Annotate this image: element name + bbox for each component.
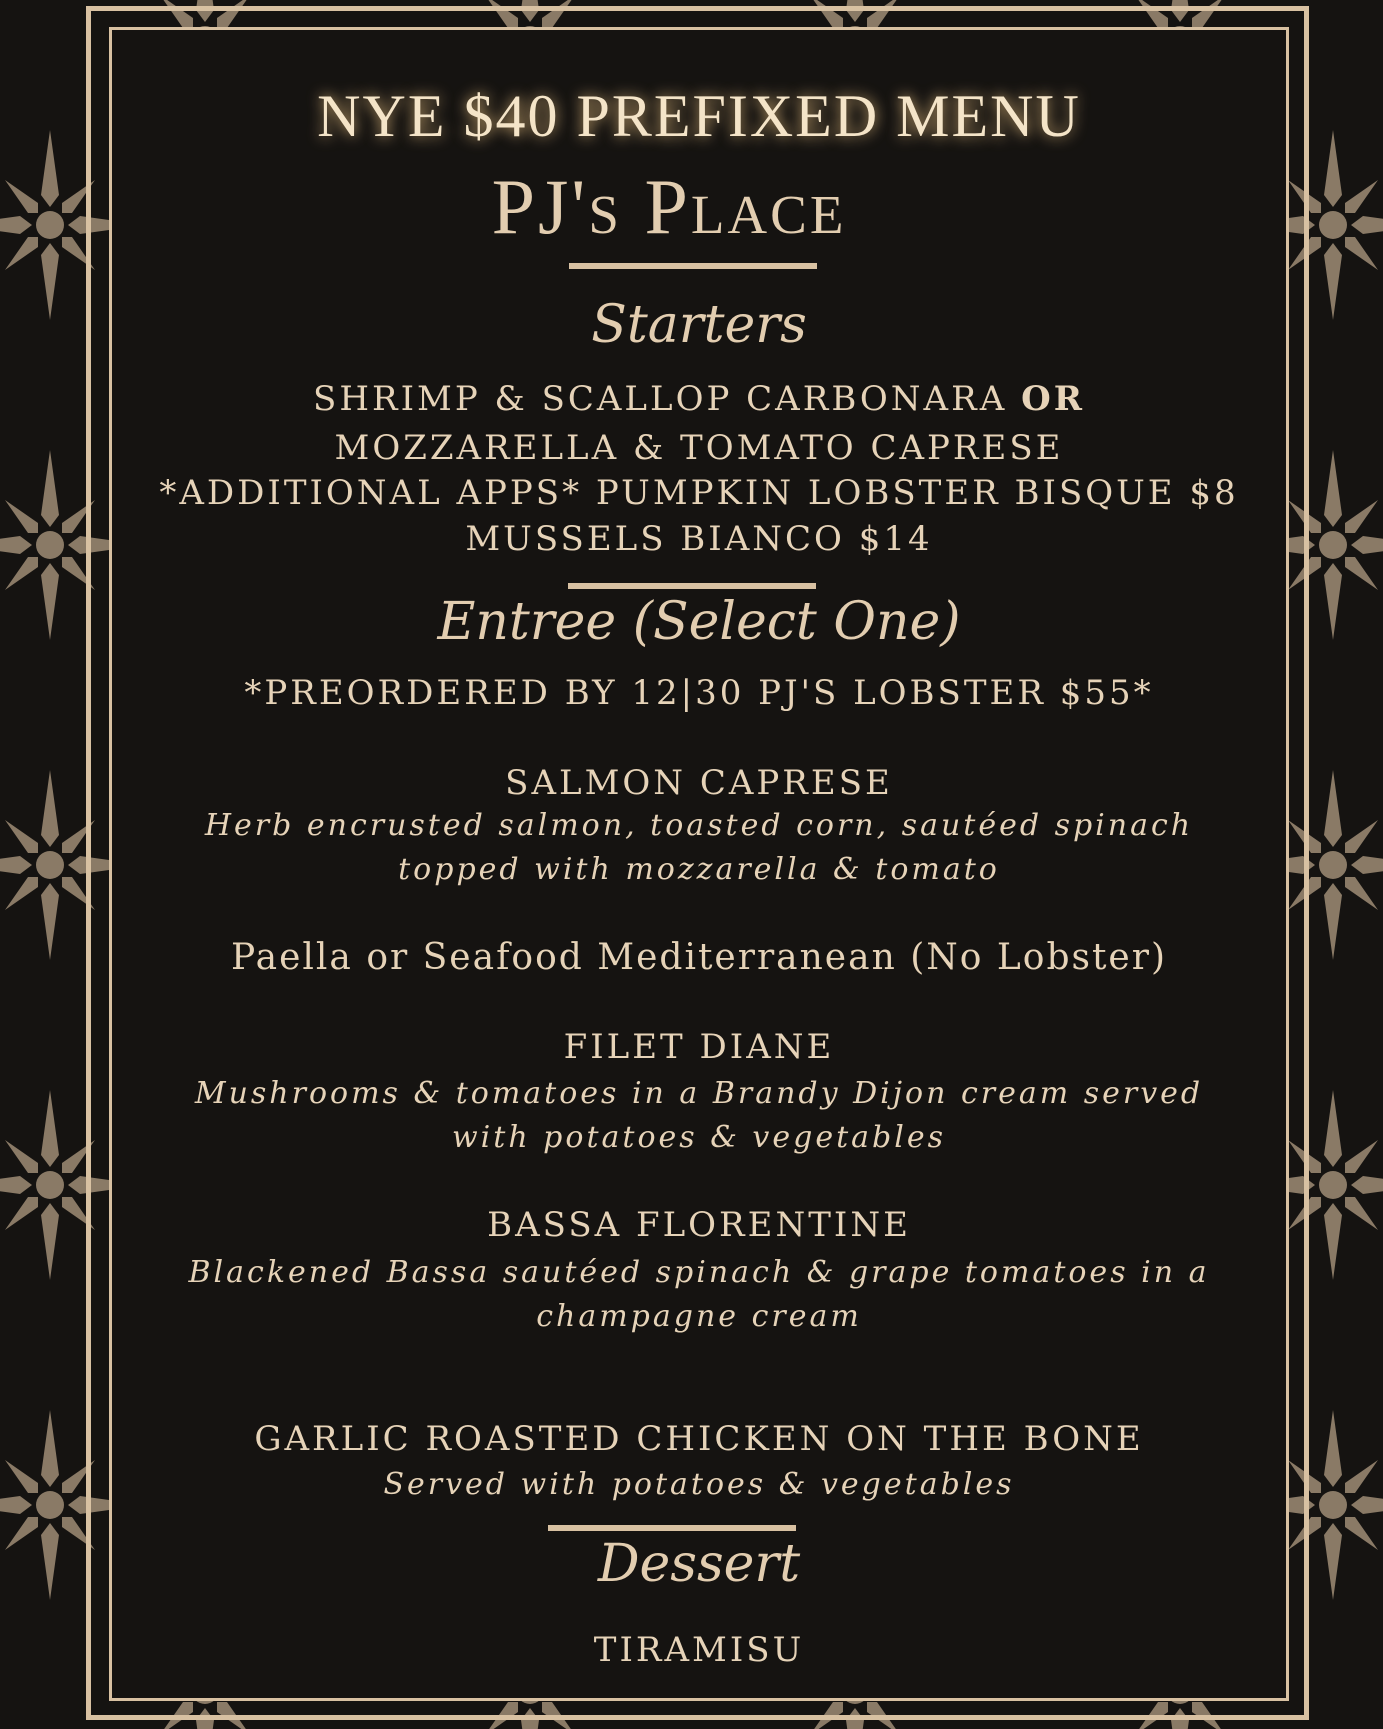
divider-dessert: [548, 1525, 796, 1531]
entree-item-desc: topped with mozzarella & tomato: [398, 852, 1000, 887]
starters-line-4: MUSSELS BIANCO $14: [465, 519, 933, 559]
starters-line-3: *ADDITIONAL APPS* PUMPKIN LOBSTER BISQUE $8: [159, 473, 1239, 513]
entree-item-name: SALMON CAPRESE: [505, 763, 893, 803]
divider-starters: [568, 583, 816, 589]
entree-note: *PREORDERED BY 12|30 PJ'S LOBSTER $55*: [244, 673, 1154, 713]
entree-item-name: GARLIC ROASTED CHICKEN ON THE BONE: [254, 1419, 1144, 1459]
entree-item-desc: Mushrooms & tomatoes in a Brandy Dijon cream served: [194, 1076, 1204, 1111]
starters-line-2: MOZZARELLA & TOMATO CAPRESE: [334, 428, 1064, 468]
entree-item-desc: with potatoes & vegetables: [452, 1120, 946, 1155]
or-label: OR: [1021, 379, 1085, 419]
entree-heading: Entree (Select One): [437, 592, 961, 652]
dessert-item: TIRAMISU: [593, 1630, 805, 1670]
entree-item-desc: Served with potatoes & vegetables: [383, 1467, 1015, 1502]
menu-card: [109, 27, 1289, 1701]
restaurant-name: PJ's Place: [491, 163, 847, 250]
starter-option-1: SHRIMP & SCALLOP CARBONARA: [313, 379, 1008, 419]
divider-top: [569, 263, 817, 269]
menu-headline: NYE $40 PREFIXED MENU: [317, 83, 1081, 149]
entree-item-name: Paella or Seafood Mediterranean (No Lobster): [231, 937, 1167, 978]
entree-item-desc: Blackened Bassa sautéed spinach & grape tomatoes in a: [188, 1255, 1210, 1290]
entree-item-name: BASSA FLORENTINE: [487, 1205, 911, 1245]
dessert-heading: Dessert: [597, 1534, 801, 1594]
starters-heading: Starters: [591, 295, 807, 355]
entree-item-desc: Herb encrusted salmon, toasted corn, sautéed spinach: [204, 808, 1194, 843]
entree-item-desc: champagne cream: [536, 1299, 862, 1334]
starters-line-1: [109, 379, 1289, 419]
entree-item-name: FILET DIANE: [563, 1027, 835, 1067]
